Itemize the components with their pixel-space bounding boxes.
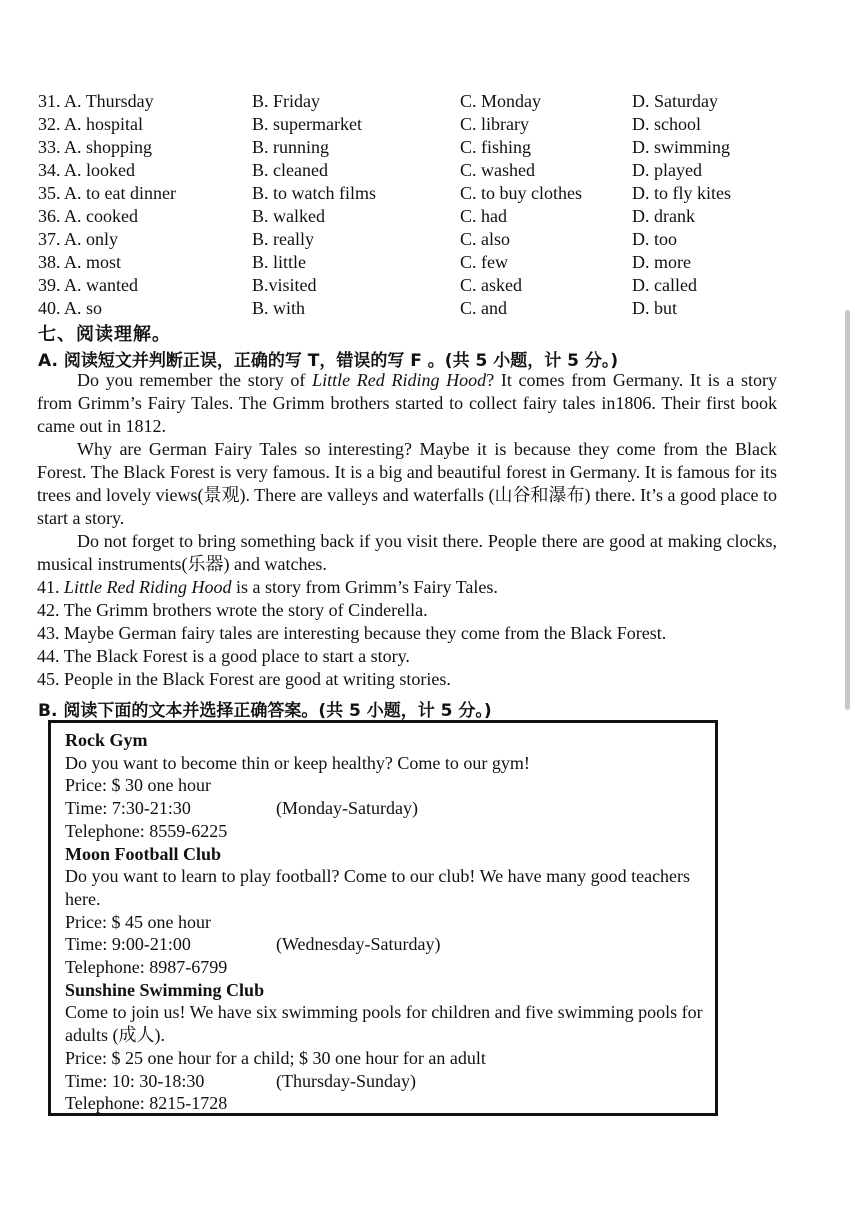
question-number: 34. [38,160,61,180]
option-d: D. played [632,160,702,180]
vertical-scrollbar[interactable] [845,310,850,710]
option-b: B. cleaned [252,160,328,180]
option-b: B. really [252,229,314,249]
ad-telephone: Telephone: 8559-6225 [65,820,228,841]
ad-time: Time: 7:30-21:30 [65,798,191,819]
option-a: 34. A. looked [38,160,136,180]
option-row [38,251,798,274]
option-row [38,136,798,159]
option-d: D. too [632,229,677,249]
reading-passage [37,369,777,576]
ad-time-row [65,797,713,820]
ad-days: (Wednesday-Saturday) [276,934,441,955]
option-d: D. swimming [632,137,731,157]
ad-price: Price: $ 30 one hour [65,775,211,796]
question-number: 31. [38,91,61,111]
ad-time: Time: 9:00-21:00 [65,934,191,955]
option-b: B. to watch films [252,183,376,203]
option-row [38,274,798,297]
part-b-instruction: B. 阅读下面的文本并选择正确答案。(共 5 小题，计 5 分。) [38,701,492,721]
true-false-statements [37,576,777,691]
option-c: C. Monday [460,91,541,111]
ad-price: Price: $ 45 one hour [65,911,211,932]
option-a: 35. A. to eat dinner [38,183,176,203]
statement: 44. The Black Forest is a good place to start a story. [37,646,410,666]
option-b: B. supermarket [252,114,362,134]
option-row [38,228,798,251]
ad-time-row [65,933,713,956]
ad-title: Rock Gym [65,730,148,750]
option-b: B. Friday [252,91,321,111]
option-d: D. but [632,298,677,318]
option-c: C. asked [460,275,522,295]
ad-telephone: Telephone: 8215-1728 [65,1093,228,1114]
option-b: B.visited [252,275,317,295]
question-number: 41. [37,577,60,597]
passage-paragraph: Do you remember the story of Little Red Riding Hood? It comes from Germany. It is a story from Grimm’s Fairy Tales. The Grimm brothers started to collect fairy tales in1806. Their first book came out in 1812. [37,370,777,436]
option-d: D. to fly kites [632,183,731,203]
question-number: 43. [37,623,60,643]
story-title: Little Red Riding Hood [312,370,487,390]
ad-time: Time: 10: 30-18:30 [65,1070,205,1091]
option-row [38,90,798,113]
passage-paragraph: Why are German Fairy Tales so interesting? Maybe it is because they come from the Black Forest. The Black Forest is very famous. It is a big and beautiful forest in Germany. It is famous for its trees and lovely views(景观). There are valleys and waterfalls (山谷和瀑布) there. It’s a good place to start a story. [37,439,777,528]
option-row [38,113,798,136]
option-d: D. Saturday [632,91,718,111]
question-number: 33. [38,137,61,157]
question-number: 38. [38,252,61,272]
question-number: 32. [38,114,61,134]
option-c: C. to buy clothes [460,183,582,203]
option-c: C. also [460,229,511,249]
option-c: C. fishing [460,137,532,157]
option-a: 39. A. wanted [38,275,138,295]
question-number: 42. [37,600,60,620]
option-a: 36. A. cooked [38,206,138,226]
ad-title: Moon Football Club [65,843,222,864]
option-a: 38. A. most [38,252,122,272]
ad-time-row [65,1070,713,1093]
story-title: Little Red Riding Hood [64,577,232,597]
option-a: 40. A. so [38,298,103,318]
ad-days: (Monday-Saturday) [276,798,418,819]
advertisement-box [48,720,718,1116]
statement: 41. Little Red Riding Hood is a story from Grimm’s Fairy Tales. [37,577,498,597]
statement: 45. People in the Black Forest are good at writing stories. [37,669,451,689]
option-d: D. drank [632,206,695,226]
question-number: 40. [38,298,61,318]
passage-paragraph: Do not forget to bring something back if you visit there. People there are good at making clocks, musical instruments(乐器) and watches. [37,531,777,574]
option-a: 31. A. Thursday [38,91,154,111]
option-c: C. few [460,252,508,272]
option-d: D. called [632,275,697,295]
ad-description: Do you want to become thin or keep healthy? Come to our gym! [65,752,530,773]
option-a: 37. A. only [38,229,119,249]
section-heading: 七、阅读理解。 [38,324,171,345]
option-a: 32. A. hospital [38,114,144,134]
option-d: D. more [632,252,691,272]
option-c: C. had [460,206,507,226]
option-b: B. little [252,252,306,272]
option-b: B. with [252,298,306,318]
option-c: C. and [460,298,507,318]
ad-description: Do you want to learn to play football? Come to our club! We have many good teachers here. [65,866,691,909]
option-c: C. washed [460,160,535,180]
ad-title: Sunshine Swimming Club [65,979,265,1000]
option-c: C. library [460,114,529,134]
question-number: 39. [38,275,61,295]
option-a: 33. A. shopping [38,137,153,157]
statement: 42. The Grimm brothers wrote the story of Cinderella. [37,600,428,620]
question-number: 36. [38,206,61,226]
question-number: 44. [37,646,60,666]
option-row [38,205,798,228]
statement: 43. Maybe German fairy tales are interesting because they come from the Black Forest. [37,623,667,643]
option-d: D. school [632,114,701,134]
option-b: B. running [252,137,330,157]
option-row [38,297,798,320]
ad-telephone: Telephone: 8987-6799 [65,957,228,978]
option-row [38,159,798,182]
question-number: 45. [37,669,60,689]
ad-description: Come to join us! We have six swimming pools for children and five swimming pools for adults (成人). [65,1002,703,1046]
ad-price: Price: $ 25 one hour for a child; $ 30 one hour for an adult [65,1047,486,1068]
ad-days: (Thursday-Sunday) [276,1070,416,1091]
option-row [38,182,798,205]
advertisement-content [65,729,713,1115]
part-a-instruction: A. 阅读短文并判断正误，正确的写 T，错误的写 F 。(共 5 小题，计 5 分。) [38,351,619,371]
multiple-choice-options [38,90,798,320]
option-b: B. walked [252,206,325,226]
question-number: 37. [38,229,61,249]
question-number: 35. [38,183,61,203]
